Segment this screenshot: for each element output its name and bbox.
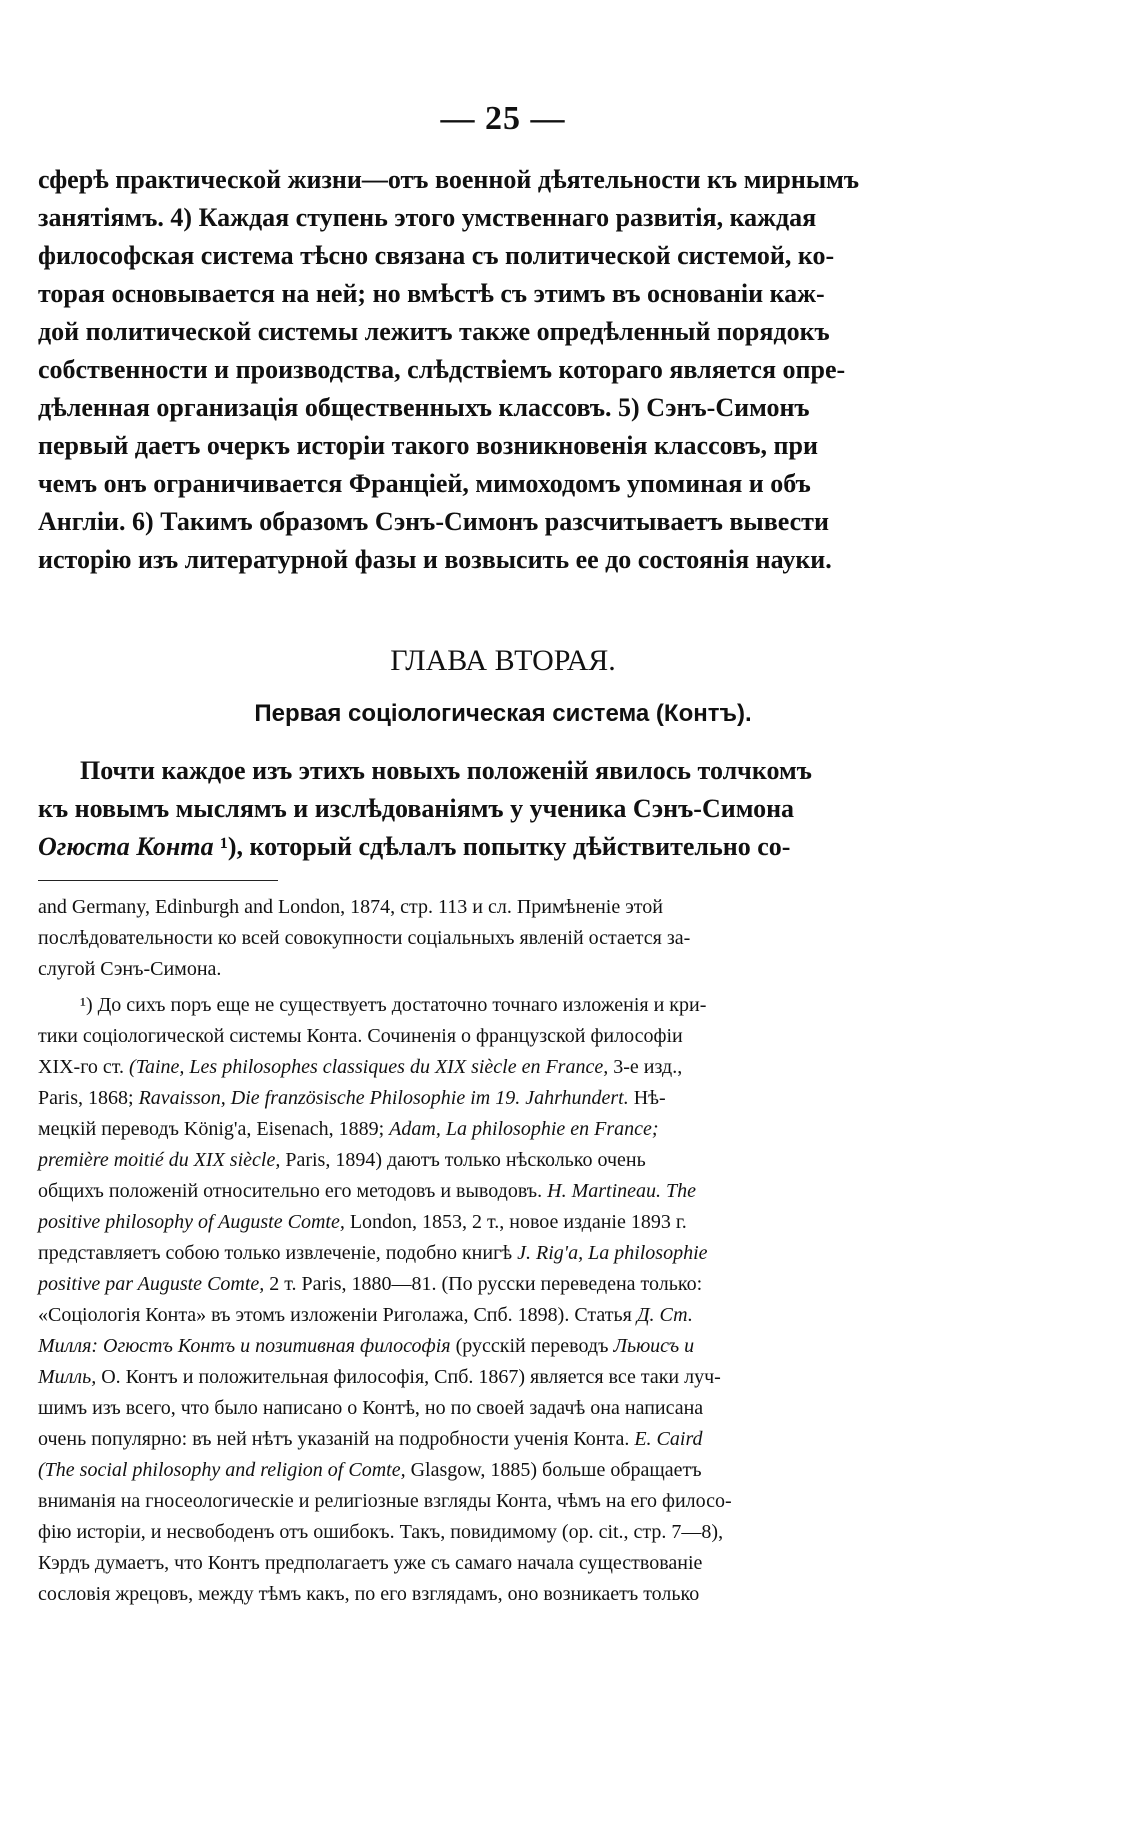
footnote-text: XIX-го ст. (38, 1056, 130, 1078)
body-line: сферѣ практической жизни—отъ военной дѣятельности къ мирнымъ (38, 165, 859, 194)
footnote-text: 3-е изд., (608, 1056, 683, 1078)
footnote-line: шимъ изъ всего, что было написано о Контѣ, но по своей задачѣ она написана (38, 1397, 704, 1419)
page-number: — 25 — (440, 100, 566, 137)
footnote-line: слугой Сэнъ-Симона. (38, 958, 222, 980)
body-line: философская система тѣсно связана съ политической системой, ко- (38, 241, 835, 270)
body-line: дѣленная организація общественныхъ классовъ. 5) Сэнъ-Симонъ (38, 393, 810, 422)
footnote-citation: Ravaisson, Die französische Philosophie im 19. Jahrhundert. (138, 1087, 629, 1109)
footnote-citation: Льюисъ и (613, 1335, 695, 1357)
footnote-line (38, 1455, 968, 1486)
footnote-text: Paris, 1894) даютъ только нѣсколько очень (280, 1149, 646, 1171)
body-line: собственности и производства, слѣдствіемъ котораго является опре- (38, 355, 846, 384)
footnote-divider (38, 880, 278, 881)
footnote-text: Glasgow, 1885) больше обращаетъ (405, 1459, 702, 1481)
body-line: дой политической системы лежитъ также опредѣленный порядокъ (38, 317, 830, 346)
footnote-text: мецкій переводъ König'a, Eisenach, 1889; (38, 1118, 390, 1140)
footnote-citation: première moitié du XIX siècle, (38, 1149, 281, 1171)
body-line: къ новымъ мыслямъ и изслѣдованіямъ у ученика Сэнъ-Симона (38, 794, 795, 823)
footnote-line (38, 1300, 968, 1331)
body-line: первый даетъ очеркъ исторіи такого возникновенія классовъ, при (38, 431, 818, 460)
footnote-text: очень популярно: въ ней нѣтъ указаній на подробности ученія Конта. (38, 1428, 635, 1450)
footnote-citation: Д. Ст. (636, 1304, 693, 1326)
body-line (38, 828, 968, 866)
footnote-citation: H. Martineau. The (547, 1180, 697, 1202)
body-line: исторію изъ литературной фазы и возвысить ее до состоянія науки. (38, 545, 832, 574)
footnote-text: «Соціологія Конта» въ этомъ изложеніи Риголажа, Спб. 1898). Статья (38, 1304, 637, 1326)
footnote-ref: ¹), (213, 832, 250, 861)
footnote-line (38, 1238, 968, 1269)
footnote-text: Нѣ- (628, 1087, 666, 1109)
footnote-line: вниманія на гносеологическіе и религіозные взгляды Конта, чѣмъ на его филосо- (38, 1490, 732, 1512)
footnote-citation: Милль, (38, 1366, 97, 1388)
body-line: чемъ онъ ограничивается Франціей, мимоходомъ упоминая и объ (38, 469, 811, 498)
footnote-citation: E. Caird (634, 1428, 703, 1450)
footnote-line: послѣдовательности ко всей совокупности соціальныхъ явленій остается за- (38, 927, 691, 949)
footnote-line: сословія жрецовъ, между тѣмъ какъ, по его взглядамъ, оно возникаетъ только (38, 1583, 700, 1605)
section-title: Первая соціологическая система (Контъ). (254, 700, 752, 727)
body-line: Почти каждое изъ этихъ новыхъ положеній явилось толчкомъ (80, 756, 812, 785)
footnote-text: представляетъ собою только извлеченіе, подобно книгѣ (38, 1242, 518, 1264)
footnote-line (38, 1424, 968, 1455)
footnote-line (38, 1145, 968, 1176)
body-line-rest: который сдѣлалъ попытку дѣйствительно со- (249, 832, 791, 861)
footnote-line (38, 1269, 968, 1300)
footnote-citation: (Taine, Les philosophes classiques du XIX siècle en France, (129, 1056, 609, 1078)
body-line: Англіи. 6) Такимъ образомъ Сэнъ-Симонъ разсчитываетъ вывести (38, 507, 829, 536)
footnote-line (38, 1083, 968, 1114)
footnote-text: общихъ положеній относительно его методовъ и выводовъ. (38, 1180, 548, 1202)
footnote-citation: Милля: Огюстъ Контъ и позитивная философія (38, 1335, 451, 1357)
footnote-line (38, 1114, 968, 1145)
body-line: занятіямъ. 4) Каждая ступень этого умственнаго развитія, каждая (38, 203, 817, 232)
footnote-continuation (38, 892, 968, 985)
body-line: торая основывается на ней; но вмѣстѣ съ этимъ въ основаніи каж- (38, 279, 825, 308)
footnote-line: ¹) До сихъ поръ еще не существуетъ достаточно точнаго изложенія и кри- (80, 994, 707, 1016)
footnote-text: (русскій переводъ (450, 1335, 614, 1357)
footnote-line: фію исторіи, и несвободенъ отъ ошибокъ. Такъ, повидимому (op. cit., стр. 7—8), (38, 1521, 724, 1543)
footnote-citation: positive philosophy of Auguste Comte, (38, 1211, 345, 1233)
chapter-title: ГЛАВА ВТОРАЯ. (390, 644, 616, 677)
footnote-line (38, 1207, 968, 1238)
footnote-1 (38, 990, 968, 1610)
paragraph-2 (38, 752, 968, 866)
body-text (38, 161, 968, 579)
footnote-line: тики соціологической системы Конта. Сочиненія о французской философіи (38, 1025, 683, 1047)
footnote-line (38, 1176, 968, 1207)
footnote-line (38, 1331, 968, 1362)
footnote-line (38, 1052, 968, 1083)
footnote-line (38, 1362, 968, 1393)
footnote-text: 2 т. Paris, 1880—81. (По русски переведена только: (264, 1273, 703, 1295)
footnote-text: О. Контъ и положительная философія, Спб. 1867) является все таки луч- (96, 1366, 721, 1388)
footnote-citation: J. Rig'a, La philosophie (517, 1242, 708, 1264)
author-name: Огюста Конта (38, 832, 214, 861)
footnote-citation: Adam, La philosophie en France; (389, 1118, 659, 1140)
footnote-citation: (The social philosophy and religion of Comte, (38, 1459, 406, 1481)
footnote-text: Paris, 1868; (38, 1087, 139, 1109)
footnote-line: Кэрдъ думаетъ, что Контъ предполагаетъ уже съ самаго начала существованіе (38, 1552, 703, 1574)
footnote-citation: positive par Auguste Comte, (38, 1273, 265, 1295)
footnote-line: and Germany, Edinburgh and London, 1874, стр. 113 и сл. Примѣненіе этой (38, 896, 663, 918)
footnote-text: London, 1853, 2 т., новое изданіе 1893 г. (344, 1211, 687, 1233)
